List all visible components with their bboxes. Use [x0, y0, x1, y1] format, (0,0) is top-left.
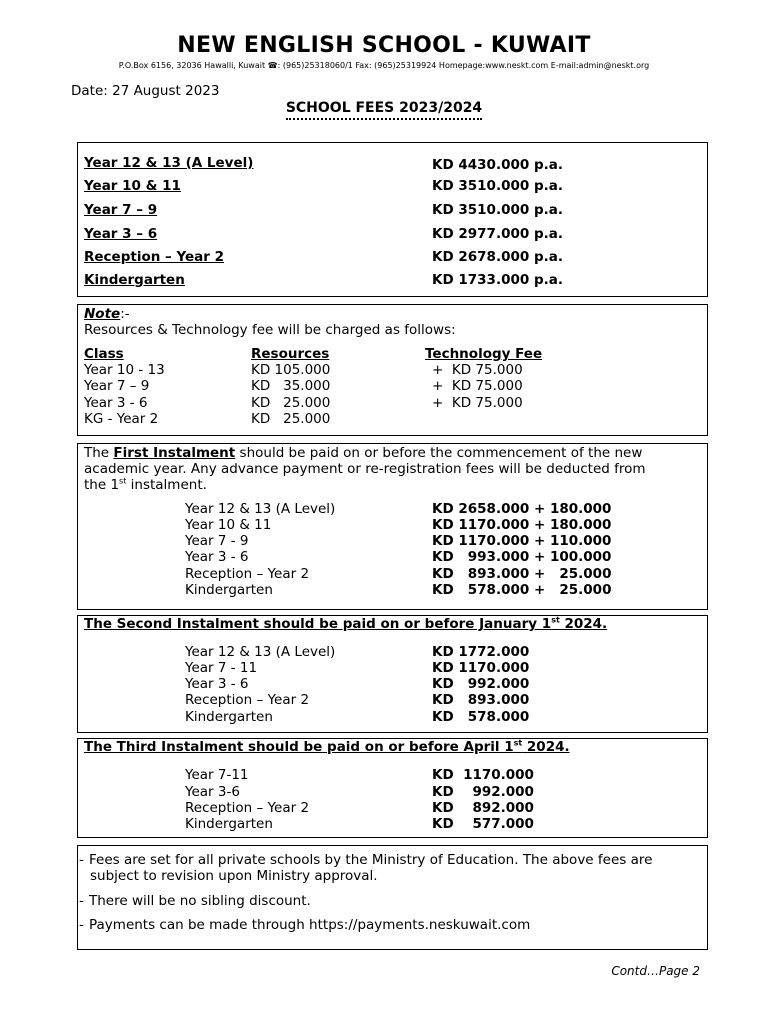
- note-row-technology: + KD 75.000: [432, 395, 523, 411]
- continued-note: Contd…Page 2: [611, 964, 700, 978]
- first-line3-pre: the 1: [84, 477, 120, 493]
- first-row-class: Reception – Year 2: [185, 566, 310, 582]
- annual-fee: KD 3510.000 p.a.: [432, 202, 563, 218]
- second-instalment-heading: [84, 616, 607, 632]
- second-row-class: Year 12 & 13 (A Level): [185, 644, 336, 660]
- first-row-amount: KD 1170.000 + 110.000: [432, 533, 612, 549]
- first-row-class: Year 7 - 9: [185, 533, 249, 549]
- note-row-resources: KD 25.000: [251, 395, 331, 411]
- second-row-amount: KD 992.000: [432, 676, 530, 692]
- first-instalment-line3: [84, 477, 207, 493]
- third-heading-sup: st: [513, 738, 523, 748]
- note-row-technology: + KD 75.000: [432, 378, 523, 394]
- note-header-resources: Resources: [251, 346, 330, 362]
- second-row-amount: KD 1772.000: [432, 644, 530, 660]
- third-row-amount: KD 892.000: [432, 800, 534, 816]
- note-row-resources: KD 35.000: [251, 378, 331, 394]
- annual-fee: KD 4430.000 p.a.: [432, 157, 563, 173]
- first-instalment-line2: academic year. Any advance payment or re-registration fees will be deducted from: [84, 461, 646, 477]
- note-header-technology: Technology Fee: [425, 346, 543, 362]
- note-label-suffix: :-: [120, 306, 130, 322]
- annual-fee: KD 2977.000 p.a.: [432, 226, 563, 242]
- note-header-class: Class: [84, 346, 124, 362]
- second-row-class: Kindergarten: [185, 709, 273, 725]
- note-row-class: Year 10 - 13: [84, 362, 165, 378]
- note-row-technology: + KD 75.000: [432, 362, 523, 378]
- second-heading-sup: st: [551, 615, 560, 625]
- third-row-class: Year 3-6: [185, 784, 240, 800]
- second-row-amount: KD 578.000: [432, 709, 530, 725]
- third-row-amount: KD 577.000: [432, 816, 534, 832]
- note-row-class: Year 7 – 9: [84, 378, 150, 394]
- annual-fee: KD 3510.000 p.a.: [432, 178, 563, 194]
- second-row-class: Year 3 - 6: [185, 676, 249, 692]
- first-line3-sup: st: [119, 476, 127, 486]
- school-title: NEW ENGLISH SCHOOL - KUWAIT: [177, 33, 591, 58]
- first-instalment-bold: First Instalment: [113, 445, 236, 461]
- first-row-class: Kindergarten: [185, 582, 273, 598]
- note-row-class: Year 3 - 6: [84, 395, 148, 411]
- first-row-class: Year 10 & 11: [185, 517, 272, 533]
- first-line3-post: instalment.: [126, 477, 207, 493]
- second-row-class: Reception – Year 2: [185, 692, 310, 708]
- first-row-amount: KD 993.000 + 100.000: [432, 549, 612, 565]
- first-row-amount: KD 893.000 + 25.000: [432, 566, 612, 582]
- note-intro: Resources & Technology fee will be charged as follows:: [84, 322, 456, 338]
- annual-fees-box: [77, 142, 708, 297]
- second-row-amount: KD 893.000: [432, 692, 530, 708]
- list-item-text: There will be no sibling discount.: [89, 893, 311, 909]
- fees-heading: [0, 100, 768, 116]
- first-row-amount: KD 578.000 + 25.000: [432, 582, 612, 598]
- third-row-amount: KD 992.000: [432, 784, 534, 800]
- first-instalment-line1: [84, 445, 642, 461]
- second-row-amount: KD 1170.000: [432, 660, 530, 676]
- bullet-dash: -: [79, 852, 84, 868]
- note-label-text: Note: [84, 306, 121, 322]
- third-row-class: Reception – Year 2: [185, 800, 310, 816]
- note-row-resources: KD 105.000: [251, 362, 331, 378]
- third-row-amount: KD 1170.000: [432, 767, 534, 783]
- annual-fee: KD 1733.000 p.a.: [432, 272, 563, 288]
- bullet-dash: -: [79, 893, 84, 909]
- list-item-line: subject to revision upon Ministry approval.: [90, 868, 378, 884]
- first-row-amount: KD 1170.000 + 180.000: [432, 517, 612, 533]
- notes-list-box: [77, 845, 708, 950]
- first-text-before: The: [84, 445, 114, 461]
- annual-class: Kindergarten: [84, 272, 185, 288]
- third-instalment-box: [77, 738, 708, 838]
- first-instalment-box: [77, 443, 708, 610]
- third-heading-pre: The Third Instalment should be paid on or before April 1: [84, 739, 514, 755]
- annual-fee: KD 2678.000 p.a.: [432, 249, 563, 265]
- note-label: [84, 306, 130, 322]
- bullet-dash: -: [79, 917, 84, 933]
- third-instalment-heading: [84, 739, 570, 755]
- fees-heading-text: SCHOOL FEES 2023/2024: [286, 100, 482, 120]
- list-item-text: [89, 852, 699, 884]
- note-row-class: KG - Year 2: [84, 411, 159, 427]
- resources-note-box: [77, 304, 708, 436]
- second-heading-pre: The Second Instalment should be paid on or before January 1: [84, 616, 552, 632]
- note-row-resources: KD 25.000: [251, 411, 331, 427]
- first-row-amount: KD 2658.000 + 180.000: [432, 501, 612, 517]
- second-heading-post: 2024.: [559, 616, 608, 632]
- third-row-class: Kindergarten: [185, 816, 273, 832]
- first-text-after: should be paid on or before the commencement of the new: [235, 445, 643, 461]
- annual-class: Year 10 & 11: [84, 178, 181, 194]
- annual-class: Year 12 & 13 (A Level): [84, 155, 254, 171]
- third-heading-post: 2024.: [522, 739, 570, 755]
- annual-class: Year 7 – 9: [84, 202, 158, 218]
- document-date: Date: 27 August 2023: [71, 83, 220, 99]
- second-row-class: Year 7 - 11: [185, 660, 258, 676]
- list-item-text: Payments can be made through https://payments.neskuwait.com: [89, 917, 531, 933]
- list-item-line: Fees are set for all private schools by the Ministry of Education. The above fees are: [89, 852, 653, 868]
- second-instalment-box: [77, 615, 708, 733]
- annual-class: Year 3 – 6: [84, 226, 158, 242]
- third-row-class: Year 7-11: [185, 767, 249, 783]
- contact-info: P.O.Box 6156, 32036 Hawalli, Kuwait ☎: (965)25318060/1 Fax: (965)25319924 Homepage:www.neskt.com E-mail:admin@neskt.org: [118, 61, 650, 70]
- annual-class: Reception – Year 2: [84, 249, 225, 265]
- first-row-class: Year 3 - 6: [185, 549, 249, 565]
- first-row-class: Year 12 & 13 (A Level): [185, 501, 336, 517]
